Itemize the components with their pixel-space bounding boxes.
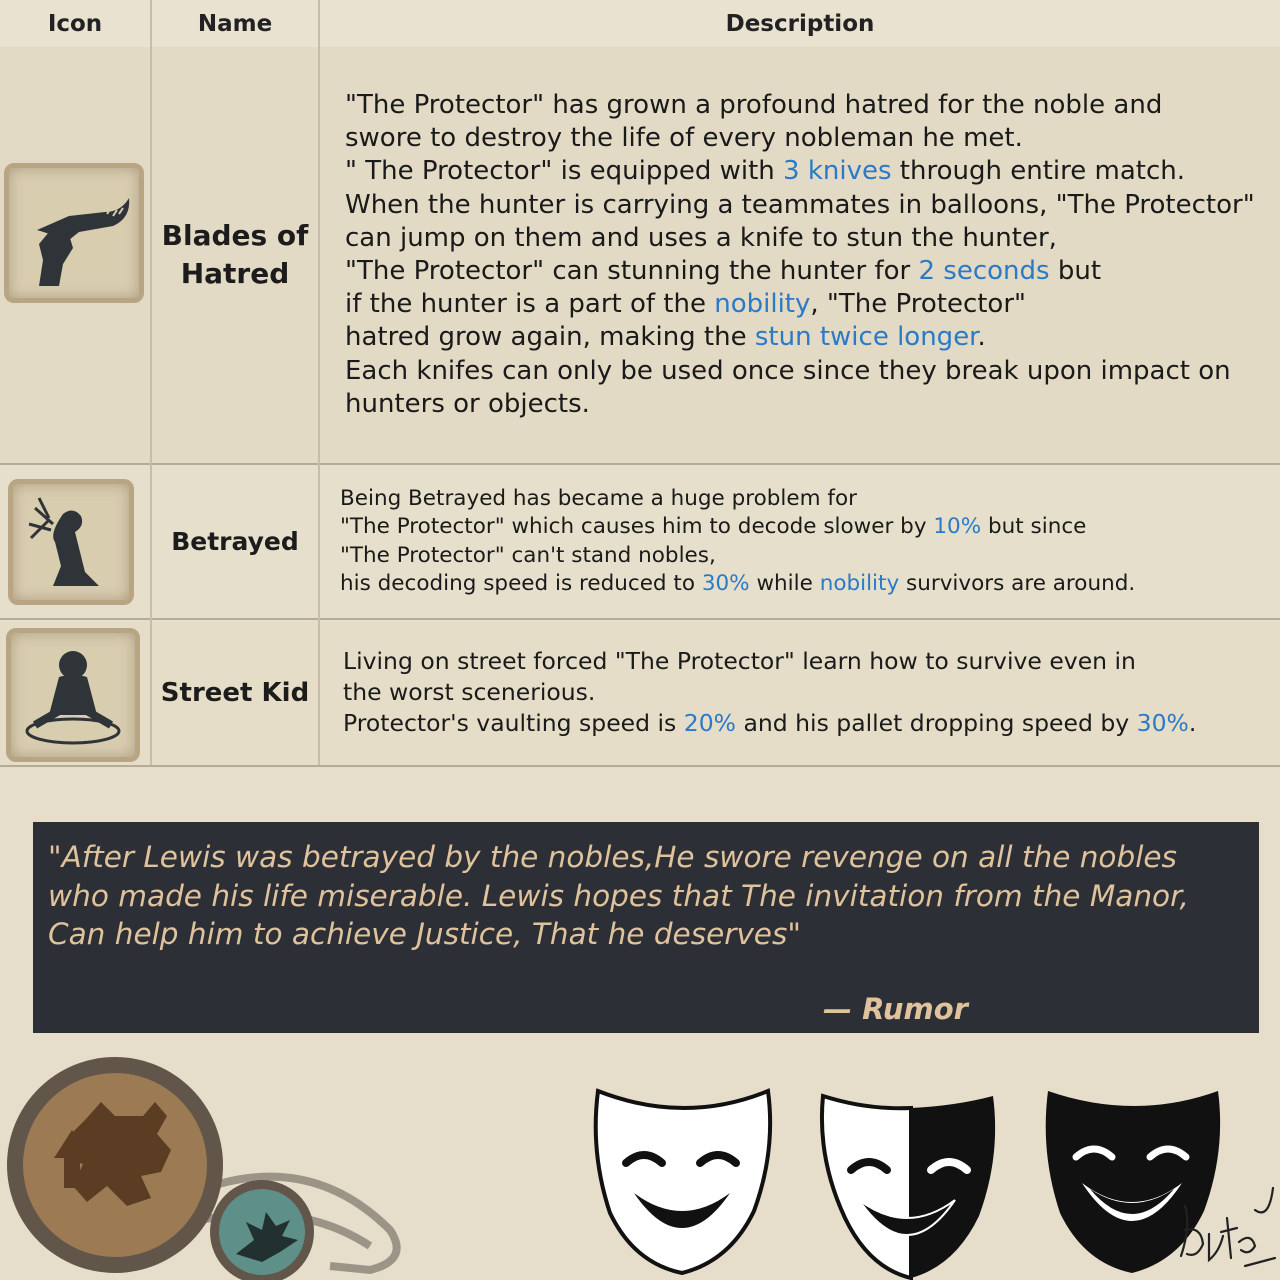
desc-line: can jump on them and uses a knife to stun the hunter, (345, 222, 1057, 253)
desc-line: swore to destroy the life of every nobleman he met. (345, 123, 1023, 154)
desc-line: " The Protector" is equipped with (345, 156, 784, 187)
desc-line: . (977, 322, 986, 353)
trait-description (320, 47, 1280, 463)
desc-line: through entire match. (891, 156, 1185, 187)
desc-line: . (1188, 709, 1197, 737)
hand-badge-icon (210, 1180, 314, 1280)
desc-line: Being Betrayed has became a huge problem for (340, 485, 857, 511)
trait-name-line1: Blades of (161, 219, 309, 252)
quote-box (33, 822, 1259, 1033)
desc-line: , "The Protector" (810, 289, 1026, 320)
desc-line: hunters or objects. (345, 388, 590, 419)
desc-line: if the hunter is a part of the (345, 289, 715, 320)
quote-attribution: — Rumor (823, 992, 968, 1026)
white-smiling-mask-icon (590, 1085, 780, 1275)
knife-hand-icon (4, 163, 144, 303)
table-row (0, 465, 1280, 620)
desc-line: "The Protector" can't stand nobles, (340, 542, 716, 568)
desc-line: "The Protector" has grown a profound hatred for the noble and (345, 89, 1163, 120)
desc-line: "The Protector" can stunning the hunter for (345, 256, 919, 286)
highlight-value: 30% (1136, 709, 1189, 737)
header-description: Description (725, 10, 875, 37)
desc-line: Each knifes can only be used once since they break upon impact on (345, 355, 1231, 386)
highlight-value: 30% (701, 570, 750, 596)
artist-signature (1175, 1170, 1280, 1270)
half-black-mask-icon (815, 1090, 1005, 1280)
quote-line: who made his life miserable. Lewis hopes that The invitation from the Manor, (48, 878, 1189, 913)
header-icon: Icon (47, 10, 103, 37)
trait-name (152, 47, 318, 463)
trait-description (320, 465, 1280, 618)
trait-name-line2: Hatred (180, 257, 290, 290)
table-header (0, 0, 1280, 49)
desc-line: "The Protector" which causes him to decode slower by (340, 514, 934, 540)
highlight-value: 2 seconds (918, 256, 1050, 286)
table-row (0, 47, 1280, 465)
desc-line: hatred grow again, making the (345, 322, 755, 353)
desc-line: but since (981, 514, 1087, 540)
desc-line: When the hunter is carrying a teammates in balloons, "The Protector" (345, 189, 1255, 220)
desc-line: and his pallet dropping speed by (736, 709, 1137, 737)
highlight-value: 3 knives (783, 156, 892, 187)
badges-decoration (0, 1040, 420, 1280)
trait-name: Street Kid (160, 677, 310, 708)
table-row (0, 620, 1280, 767)
betrayed-figure-icon (8, 479, 134, 605)
quote-text (48, 838, 1259, 954)
column-divider (318, 0, 320, 765)
quote-line: Can help him to achieve Justice, That he deserves" (48, 917, 801, 951)
desc-line: the worst scenerious. (343, 678, 596, 706)
desc-line: while (749, 570, 820, 596)
desc-line: survivors are around. (899, 570, 1136, 596)
header-name: Name (197, 10, 273, 37)
highlight-value: 10% (933, 514, 982, 540)
quote-line: "After Lewis was betrayed by the nobles,He swore revenge on all the nobles (48, 840, 1177, 874)
trait-description (320, 620, 1280, 765)
desc-line: Living on street forced "The Protector" learn how to survive even in (343, 647, 1136, 675)
trait-name: Betrayed (171, 527, 299, 556)
skull-crossbones-badge-icon (7, 1057, 223, 1273)
highlight-value: 20% (683, 709, 736, 737)
highlight-value: nobility (819, 570, 900, 596)
desc-line: his decoding speed is reduced to (340, 570, 702, 596)
column-divider (150, 0, 152, 765)
highlight-value: nobility (714, 289, 811, 320)
desc-line: but (1049, 256, 1102, 286)
sitting-kid-icon (6, 628, 140, 762)
desc-line: Protector's vaulting speed is (343, 709, 684, 737)
highlight-value: stun twice longer (754, 322, 978, 353)
